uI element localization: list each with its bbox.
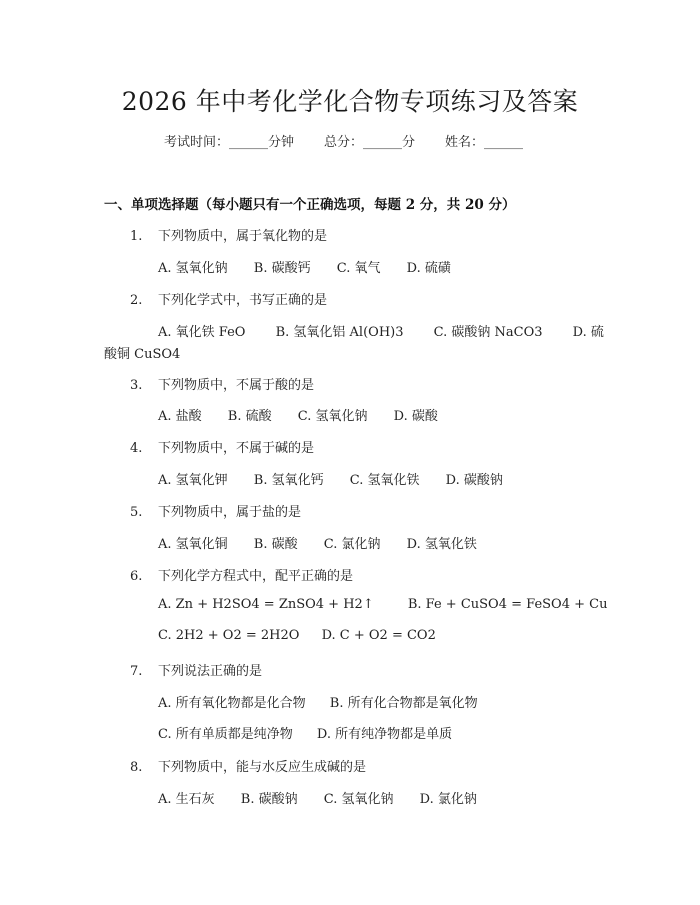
option-c: C. 氧气 [336,261,381,276]
question-number: 7. [130,664,143,679]
section-heading: 一、单项选择题（每小题只有一个正确选项，每题 2 分，共 20 分） [104,197,516,213]
question-text: 下列化学式中，书写正确的是 [158,293,328,308]
option-d: D. C + O2 = CO2 [321,628,436,643]
option-c: C. 氢氧化铁 [349,473,420,488]
question-4-options [158,469,503,488]
question-2 [130,289,327,308]
question-7-options-row-1 [158,692,478,711]
option-d: D. 碳酸钠 [445,473,503,488]
option-d-continuation: 酸铜 CuSO4 [104,347,181,362]
question-number: 4. [130,441,143,456]
total-score-field: 总分：______分 [324,135,416,150]
question-text: 下列化学方程式中，配平正确的是 [158,569,354,584]
question-1-options [158,257,451,276]
question-text: 下列物质中，不属于碱的是 [158,441,315,456]
option-c: C. 氢氧化钠 [297,409,368,424]
question-number: 8. [130,760,143,775]
option-a: A. 氧化铁 FeO [158,325,246,340]
question-number: 2. [130,293,143,308]
option-a: A. 氢氧化钠 [158,261,228,276]
document-title: 2026 年中考化学化合物专项练习及答案 [121,87,579,116]
question-6 [130,565,353,584]
option-a: A. 氢氧化钾 [158,473,228,488]
question-6-options-row-2 [158,628,436,643]
option-a: A. Zn + H2SO4 = ZnSO4 + H2↑ [158,597,374,612]
question-6-options-row-1 [158,597,607,612]
option-b: B. 氢氧化钙 [253,473,324,488]
question-7 [130,660,262,679]
question-number: 3. [130,378,143,393]
question-number: 5. [130,505,143,520]
option-b: B. 所有化合物都是氧化物 [329,696,478,711]
question-text: 下列物质中，属于氧化物的是 [158,229,328,244]
option-d: D. 氯化钠 [419,792,477,807]
option-b: B. 碳酸 [253,537,298,552]
option-c: C. 氢氧化钠 [323,792,394,807]
option-b: B. 氢氧化铝 Al(OH)3 [275,325,404,340]
option-b: B. 碳酸钠 [240,792,298,807]
option-d: D. 氢氧化铁 [406,537,477,552]
question-3-options [158,405,438,424]
question-number: 6. [130,569,143,584]
option-a: A. 盐酸 [158,409,202,424]
option-d: D. 硫磺 [406,261,451,276]
option-a: A. 所有氧化物都是化合物 [158,696,306,711]
question-number: 1. [130,229,143,244]
option-a: A. 氢氧化铜 [158,537,228,552]
question-3 [130,374,314,393]
question-7-options-row-2 [158,723,452,742]
exam-time-field: 考试时间：______分钟 [164,135,295,150]
question-text: 下列物质中，属于盐的是 [158,505,302,520]
question-5-options [158,533,477,552]
option-c: C. 碳酸钠 NaCO3 [433,325,543,340]
question-4 [130,437,314,456]
option-a: A. 生石灰 [158,792,215,807]
name-field: 姓名：______ [445,135,524,150]
option-c: C. 氯化钠 [323,537,381,552]
question-text: 下列物质中，不属于酸的是 [158,378,315,393]
option-b: B. 碳酸钙 [253,261,311,276]
question-1 [130,225,327,244]
question-text: 下列物质中，能与水反应生成碱的是 [158,760,367,775]
option-c: C. 2H2 + O2 = 2H2O [158,628,300,643]
option-b: B. 硫酸 [227,409,272,424]
option-d: D. 所有纯净物都是单质 [316,727,453,742]
question-text: 下列说法正确的是 [158,664,263,679]
option-d: D. 碳酸 [393,409,438,424]
question-2-options [158,321,604,340]
exam-meta [164,131,523,150]
question-5 [130,501,301,520]
option-d: D. 硫 [572,325,604,340]
question-8-options [158,788,477,807]
question-8 [130,756,366,775]
option-b: B. Fe + CuSO4 = FeSO4 + Cu [407,597,608,612]
option-c: C. 所有单质都是纯净物 [158,727,293,742]
